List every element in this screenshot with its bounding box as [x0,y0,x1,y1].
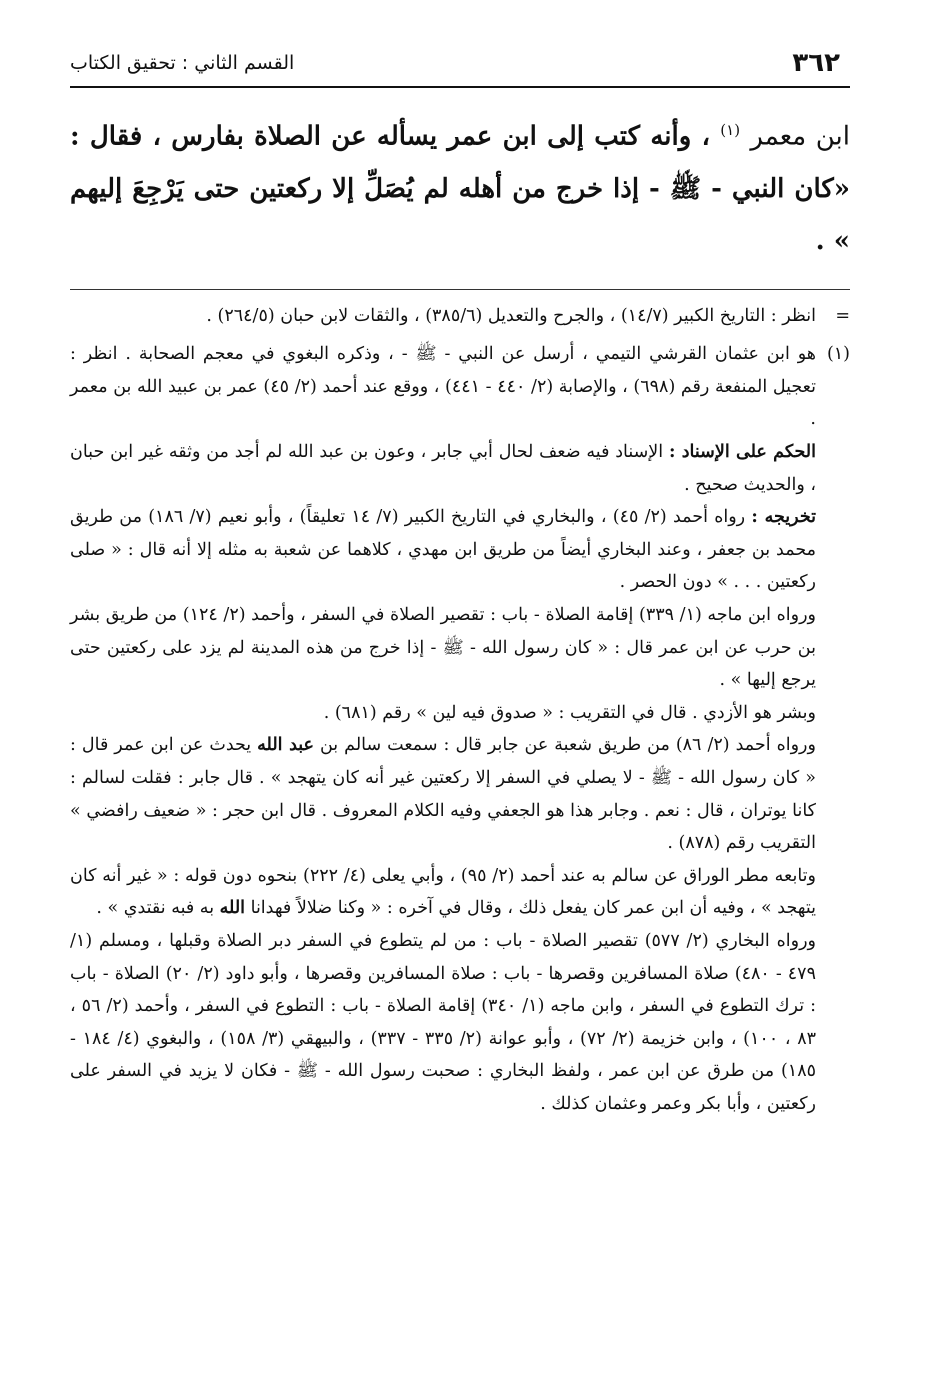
footnote-1 [70,338,850,1120]
main-text-body: ، وأنه كتب إلى ابن عمر يسأله عن الصلاة بفارس ، فقال : «كان النبي - ﷺ - إذا خرج من أهله لم يُصَلِّ إلا ركعتين حتى يَرْجِعَ إليهم » . [70,121,850,256]
footnote-reference: (١) [720,121,741,139]
footnote-continuation [70,300,850,333]
isnad-ruling [70,436,816,501]
isnad-ruling-label: الحكم على الإسناد : [668,442,816,463]
book-page [70,44,850,1121]
takhrij-text: رواه أحمد (٢/ ٤٥) ، والبخاري في التاريخ الكبير (٧/ ١٤ تعليقاً) ، وأبو نعيم (٧/ ١٨٦) من طريق محمد بن جعفر ، وعند البخاري أيضاً من طريق ابن مهدي ، كلاهما عن شعبة به مثله إلا أنه قال : « صلى ركعتين . . . » دون الحصر . [70,507,816,593]
footnotes [70,300,850,1121]
bishr-paragraph: وبشر هو الأزدي . قال في التقريب : « صدوق فيه لين » رقم (٦٨١) . [323,702,816,723]
takhrij [70,501,816,599]
bukhari-paragraph: ورواه البخاري (٢/ ٥٧٧) تقصير الصلاة - باب : من لم يتطوع في السفر دبر الصلاة وقبلها ، ومسلم (١/ ٤٧٩ - ٤٨٠) صلاة المسافرين وقصرها - باب : صلاة المسافرين وقصرها ، وأبو داود (٢/ ٢٠) الصلاة - باب : ترك التطوع في السفر ، وابن ماجه (١/ ٣٤٠) إقامة الصلاة - باب : التطوع في السفر ، وأحمد (٢/ ٥٦ ، ٨٣ ، ١٠٠) ، وابن خزيمة (٢/ ٧٢) ، وأبو عوانة (٢/ ٣٣٥ - ٣٣٧) ، والبيهقي (٣/ ١٥٨) ، والبغوي (٤/ ١٨٤ - ١٨٥) من طرق عن ابن عمر ، ولفظ البخاري : صحبت رسول الله - ﷺ - فكان لا يزيد في السفر على ركعتين ، وأبا بكر وعمر وعثمان كذلك . [70,930,817,1114]
ahmad-paragraph-bold: عبد الله [257,735,314,756]
ahmad-paragraph [70,729,816,859]
ahmad-paragraph-start: ورواه أحمد (٢/ ٨٦) من طريق شعبة عن جابر قال : سمعت سالم بن [319,735,816,756]
takhrij-label: تخريجه : [751,507,816,528]
footnote-separator [70,289,850,290]
main-text-start: ابن معمر [750,121,851,152]
matar-paragraph-start: وتابعه مطر الوراق عن سالم به عند أحمد (٢/ ٩٥) ، وأبي يعلى (٤/ ٢٢٢) بنحوه دون قوله : « غير أنه كان يتهجد » ، وفيه أن ابن عمر كان يفعل ذلك ، وقال في آخره : « وكنا ضلالاً فهدانا [70,865,816,919]
matar-paragraph [70,860,816,925]
main-text [70,104,850,267]
continuation-mark: = [835,305,850,326]
isnad-ruling-text: الإسناد فيه ضعف لحال أبي جابر ، وعون بن عبد الله لم أجد من وثقه غير ابن حبان ، والحديث صحيح . [70,442,816,495]
footnote-1-mark: (١) [826,344,850,365]
running-head: القسم الثاني : تحقيق الكتاب [70,52,295,74]
continuation-text: انظر : التاريخ الكبير (١٤/٧) ، والجرح والتعديل (٣٨٥/٦) ، والثقات لابن حبان (٢٦٤/٥) . [206,305,816,326]
ibn-majah-paragraph: ورواه ابن ماجه (١/ ٣٣٩) إقامة الصلاة - باب : تقصير الصلاة في السفر ، وأحمد (٢/ ١٢٤) من طريق بشر بن حرب عن ابن عمر قال : « كان رسول الله - ﷺ - إذا خرج من هذه المدينة لم يزد على ركعتين حتى يرجع إليها » . [70,605,817,691]
matar-paragraph-bold: الله [219,898,246,919]
footnote-1-bio: هو ابن عثمان القرشي التيمي ، أرسل عن النبي - ﷺ - ، وذكره البغوي في معجم الصحابة . انظر : تعجيل المنفعة رقم (٦٩٨) ، والإصابة (٢/ ٤٤٠ - ٤٤١) ، ووقع عند أحمد (٢/ ٤٥) عمر بن عبيد الله بن معمر . [70,344,816,430]
page-header [70,44,850,88]
page-number: ٣٦٢ [792,48,840,78]
matar-paragraph-rest: به فبه نقتدي » . [96,898,215,919]
ahmad-paragraph-rest: يحدث عن ابن عمر قال : « كان رسول الله - ﷺ - لا يصلي في السفر إلا ركعتين غير أنه كان يتهجد » . قال جابر : فقلت لسالم : كانا يوتران ، قال : نعم . وجابر هذا هو الجعفي وفيه الكلام المعروف . قال ابن حجر : « ضعيف رافضي » التقريب رقم (٨٧٨) . [70,735,816,854]
